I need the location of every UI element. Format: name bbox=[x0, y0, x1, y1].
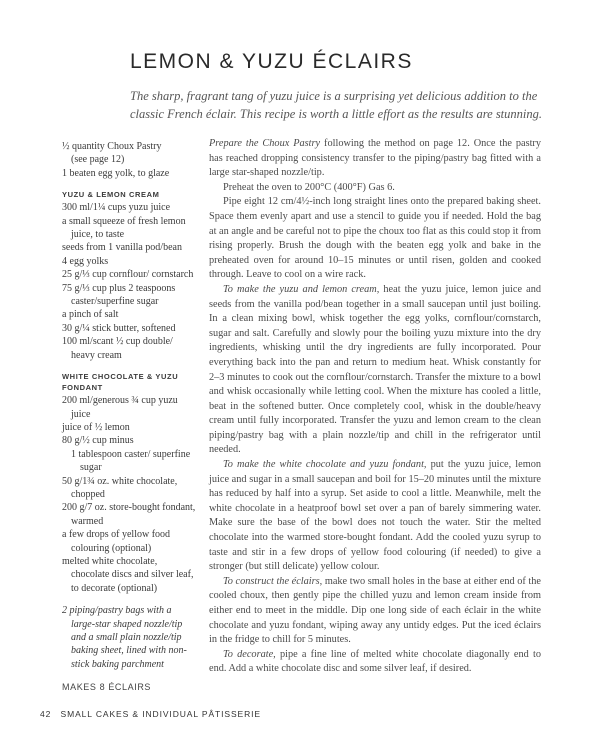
method-lead: To construct the éclairs, bbox=[223, 575, 323, 587]
ingredient-item: 4 egg yolks bbox=[62, 255, 109, 267]
ingredient-item: juice of ½ lemon bbox=[62, 421, 130, 433]
method-text: heat the yuzu juice, lemon juice and seeds from the vanilla pod/bean together in a small saucepan until just boiling. In a clean mixing bowl, whisk together the egg yolks, cornflour/cornstarch, sugar and salt. Carefully and slowly pour the boiling yuzu mixture into the dry ingredients, whisking until the dry ingredients are fully incorporated. Pour everything back into the pan and return to medium heat. Whisk constantly for 2–3 minutes to cook out the cornflour/cornstarch. Transfer the mixture to a bowl and whisk occasionally while letting cool. When the mixture has cooled a little, beat in the softened butter. Once completely cool, whisk in the double/heavy cream until fully incorporated. Transfer the yuzu and lemon cream to the clean piping/pastry bag with a plain nozzle/tip and chill in the refrigerator until needed. bbox=[209, 283, 541, 456]
method-lead: Prepare the Choux Pastry bbox=[209, 138, 321, 149]
recipe-title: LEMON & YUZU ÉCLAIRS bbox=[130, 50, 413, 73]
ingredient-item: 80 g/½ cup minus bbox=[62, 435, 134, 447]
ingredient-item: 30 g/¼ stick butter, softened bbox=[62, 322, 176, 334]
ingredient-item: seeds from 1 vanilla pod/bean bbox=[62, 242, 182, 254]
method-paragraph bbox=[209, 575, 541, 648]
ingredient-item: ½ quantity Choux Pastry bbox=[62, 141, 162, 152]
ingredient-item: melted white chocolate, chocolate discs and silver leaf, to decorate (optional) bbox=[62, 555, 194, 594]
white-chocolate-heading: WHITE CHOCOLATE & YUZU FONDANT bbox=[62, 372, 179, 393]
ingredient-item: 25 g/⅓ cup cornflour/ cornstarch bbox=[62, 269, 194, 281]
ingredient-item: (see page 12) bbox=[71, 154, 125, 166]
ingredient-item: 200 ml/generous ¾ cup yuzu juice bbox=[62, 395, 178, 420]
method-paragraph bbox=[209, 648, 541, 677]
ingredient-item: 50 g/1¾ oz. white chocolate, chopped bbox=[62, 475, 178, 500]
equipment-note: 2 piping/pastry bags with a large-star shaped nozzle/tip and a small plain nozzle/tip baking sheet, lined with non-stick baking parchment bbox=[62, 605, 187, 670]
ingredient-item: 100 ml/scant ½ cup double/ heavy cream bbox=[62, 336, 173, 361]
method-text: put the yuzu juice, lemon juice and sugar in a small saucepan and boil for 15–20 minutes until the mixture has reduced by half into a syrup. Set aside to cool a little. Meanwhile, melt the white chocolate in a heatproof bowl set over a pan of barely simmering water. Make sure the base of the bowl does not touch the water. Stir the melted chocolate into the warmed store-bought fondant. Add the cooled yuzu syrup to taste and stir in a few drops of yellow food colouring (if needed) to give a stronger (but still delicate) yellow colour. bbox=[209, 459, 542, 573]
method-text: Pipe eight 12 cm/4½-inch long straight lines onto the prepared baking sheet. Space them evenly apart and use a stencil to guide you if needed. Hold the bag at an angle and be careful not to pipe the choux too flat as this could stop it from rising properly. Brush the dough with the beaten egg yolk and bake in the preheated oven for around 10–15 minutes or until risen, golden and cooked through. Leave to cool on a wire rack. bbox=[209, 196, 541, 281]
method-paragraph bbox=[209, 137, 541, 181]
ingredients-base-list bbox=[62, 140, 198, 180]
ingredients-column bbox=[62, 140, 198, 695]
ingredient-item: 1 beaten egg yolk, to glaze bbox=[62, 167, 170, 179]
method-text: Preheat the oven to 200°C (400°F) Gas 6. bbox=[223, 181, 395, 193]
ingredient-item: a few drops of yellow food colouring (optional) bbox=[62, 529, 171, 554]
method-paragraph bbox=[209, 195, 541, 283]
method-column bbox=[209, 137, 541, 677]
method-text: pipe a fine line of melted white chocolate diagonally end to end. Add a white chocolate disc and some silver leaf, if desired. bbox=[209, 648, 541, 675]
white-chocolate-list bbox=[62, 394, 198, 595]
section-name: SMALL CAKES & INDIVIDUAL PÂTISSERIE bbox=[60, 709, 261, 719]
method-text: following the method on page 12. Once the pastry has reached dropping consistency transfer to the piping/pastry bag fitted with a large star-shaped nozzle/tip. bbox=[209, 138, 542, 179]
method-lead: To make the yuzu and lemon cream, bbox=[223, 283, 380, 295]
ingredient-item: 1 tablespoon caster/ superfine sugar bbox=[71, 448, 191, 474]
ingredient-item: 200 g/7 oz. store-bought fondant, warmed bbox=[62, 502, 196, 527]
yuzu-cream-list bbox=[62, 201, 198, 362]
ingredient-item: a pinch of salt bbox=[62, 309, 119, 321]
method-text: make two small holes in the base at either end of the cooled choux, then gently pipe the chilled yuzu and lemon cream inside from either end to meet in the middle. Dip one long side of each éclair in the white chocolate and yuzu fondant, wiping away any untidy edges. Put the iced éclairs in the fridge to chill for 5 minutes. bbox=[209, 575, 541, 646]
method-paragraph bbox=[209, 283, 541, 458]
method-paragraph bbox=[209, 458, 541, 575]
method-paragraph bbox=[209, 181, 541, 196]
ingredient-item: a small squeeze of fresh lemon juice, to taste bbox=[62, 215, 186, 241]
page-footer bbox=[40, 709, 261, 719]
ingredient-item: 300 ml/1¼ cups yuzu juice bbox=[62, 202, 171, 214]
method-lead: To decorate, bbox=[223, 648, 276, 660]
ingredient-item: 75 g/⅓ cup plus 2 teaspoons caster/superfine sugar bbox=[62, 282, 176, 308]
method-lead: To make the white chocolate and yuzu fondant, bbox=[223, 459, 427, 471]
recipe-intro: The sharp, fragrant tang of yuzu juice is a surprising yet delicious addition to the classic French éclair. This recipe is worth a little effort as the results are stunning. bbox=[130, 89, 543, 121]
yield-label: MAKES 8 ÉCLAIRS bbox=[62, 682, 152, 693]
yuzu-cream-heading: YUZU & LEMON CREAM bbox=[62, 190, 160, 200]
page-number: 42 bbox=[40, 709, 52, 719]
